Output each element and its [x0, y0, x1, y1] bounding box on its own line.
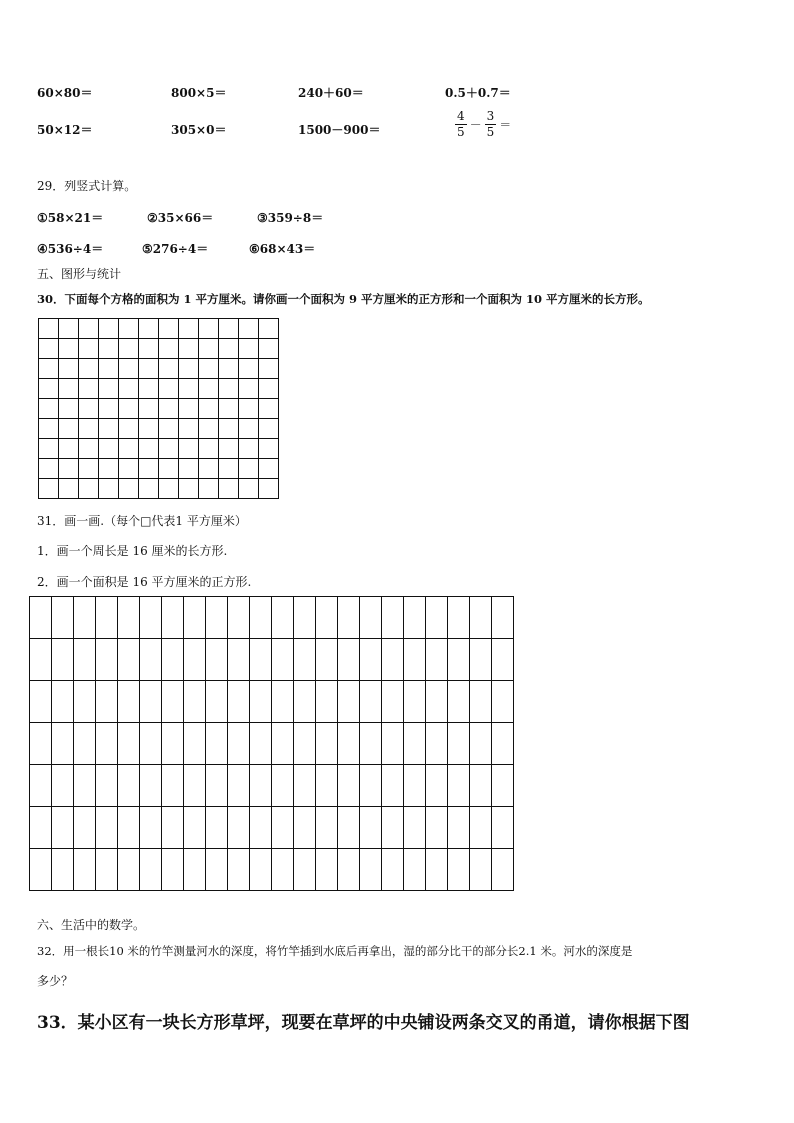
grid-q30-cell — [78, 338, 98, 358]
grid-q30-cell — [118, 418, 138, 438]
grid-q31-cell — [425, 722, 447, 764]
grid-q31-cell — [271, 848, 293, 890]
grid-q31-cell — [139, 764, 161, 806]
grid-q31-cell — [249, 806, 271, 848]
grid-q31-cell — [447, 806, 469, 848]
grid-q30-cell — [58, 438, 78, 458]
grid-q30-cell — [158, 458, 178, 478]
grid-q31-cell — [491, 722, 513, 764]
grid-q31-cell — [359, 806, 381, 848]
grid-q30-cell — [58, 418, 78, 438]
grid-q30-cell — [138, 318, 158, 338]
grid-q31-cell — [249, 596, 271, 638]
grid-q31-cell — [337, 596, 359, 638]
fraction-b — [485, 109, 497, 140]
grid-q31-cell — [205, 596, 227, 638]
grid-q30-cell — [118, 438, 138, 458]
grid-q30-cell — [138, 438, 158, 458]
grid-q31-cell — [293, 596, 315, 638]
grid-q31-cell — [183, 722, 205, 764]
grid-q31-cell — [359, 764, 381, 806]
grid-q30-cell — [98, 378, 118, 398]
q32-line1: 32．用一根长10 米的竹竿测量河水的深度，将竹竿插到水底后再拿出，湿的部分比干的部分长2.1 米。河水的深度是 — [37, 944, 633, 958]
grid-q30-cell — [158, 418, 178, 438]
grid-q30-cell — [78, 458, 98, 478]
grid-q31-cell — [227, 848, 249, 890]
grid-q31-cell — [183, 680, 205, 722]
grid-q31-cell — [161, 848, 183, 890]
grid-q31-cell — [447, 722, 469, 764]
grid-q30-cell — [258, 358, 278, 378]
grid-q31-cell — [491, 638, 513, 680]
grid-q31-cell — [117, 638, 139, 680]
grid-q31-cell — [425, 806, 447, 848]
grid-q30-cell — [238, 418, 258, 438]
oral-calc-7: 1500－900＝ — [298, 123, 381, 137]
grid-q31-cell — [205, 764, 227, 806]
grid-q30-cell — [98, 358, 118, 378]
grid-q30-cell — [158, 478, 178, 498]
grid-q30-cell — [58, 478, 78, 498]
grid-q31-cell — [337, 848, 359, 890]
grid-q31-cell — [337, 764, 359, 806]
fraction-a-denominator: 5 — [457, 125, 465, 139]
grid-q31-cell — [249, 848, 271, 890]
grid-q31-cell — [161, 596, 183, 638]
grid-q31-cell — [205, 848, 227, 890]
grid-q30-cell — [98, 478, 118, 498]
grid-q31-cell — [205, 638, 227, 680]
oral-calc-5: 50×12＝ — [37, 123, 93, 137]
grid-q31-cell — [381, 764, 403, 806]
q29-item-1: ①58×21＝ — [37, 211, 104, 225]
grid-q30-cell — [78, 358, 98, 378]
grid-q31-cell — [117, 806, 139, 848]
grid-q31-cell — [315, 764, 337, 806]
grid-q31-cell — [337, 722, 359, 764]
grid-q31-cell — [381, 680, 403, 722]
grid-q30-cell — [158, 338, 178, 358]
grid-q30-cell — [258, 458, 278, 478]
grid-q31 — [29, 596, 514, 891]
grid-q30-cell — [218, 318, 238, 338]
q31-item-1: 1．画一个周长是 16 厘米的长方形. — [37, 544, 228, 558]
grid-q30-cell — [118, 378, 138, 398]
grid-q30-cell — [138, 378, 158, 398]
grid-q31-cell — [227, 596, 249, 638]
grid-q30-cell — [198, 418, 218, 438]
grid-q31-cell — [73, 638, 95, 680]
grid-q30-cell — [198, 318, 218, 338]
grid-q30-cell — [178, 318, 198, 338]
grid-q31-cell — [249, 722, 271, 764]
grid-q31-cell — [139, 596, 161, 638]
grid-q31-cell — [161, 806, 183, 848]
grid-q30-cell — [218, 478, 238, 498]
q32-line2: 多少？ — [37, 974, 74, 988]
grid-q31-cell — [271, 638, 293, 680]
grid-q31-cell — [359, 638, 381, 680]
grid-q31-cell — [227, 764, 249, 806]
grid-q31-cell — [381, 596, 403, 638]
grid-q30-cell — [238, 378, 258, 398]
grid-q31-cell — [139, 806, 161, 848]
fraction-b-numerator: 3 — [486, 109, 495, 123]
grid-q31-cell — [73, 680, 95, 722]
grid-q30-cell — [118, 458, 138, 478]
grid-q31-cell — [51, 596, 73, 638]
q29-item-4: ④536÷4＝ — [37, 242, 104, 256]
grid-q30-cell — [198, 378, 218, 398]
grid-q31-cell — [359, 680, 381, 722]
grid-q31-cell — [469, 680, 491, 722]
grid-q30-cell — [178, 458, 198, 478]
grid-q30-cell — [138, 398, 158, 418]
q33-text: 33．某小区有一块长方形草坪，现要在草坪的中央铺设两条交叉的甬道，请你根据下图 — [37, 1013, 690, 1033]
grid-q30-cell — [58, 318, 78, 338]
grid-q30-cell — [218, 358, 238, 378]
grid-q31-cell — [73, 764, 95, 806]
grid-q31-cell — [73, 848, 95, 890]
grid-q31-cell — [447, 848, 469, 890]
grid-q30-cell — [58, 458, 78, 478]
oral-calc-1: 60×80＝ — [37, 86, 93, 100]
grid-q30-cell — [258, 418, 278, 438]
grid-q30-cell — [78, 378, 98, 398]
q29-item-2: ②35×66＝ — [147, 211, 214, 225]
grid-q30-cell — [58, 378, 78, 398]
q29-item-5: ⑤276÷4＝ — [142, 242, 209, 256]
grid-q31-cell — [293, 638, 315, 680]
grid-q30-cell — [178, 338, 198, 358]
grid-q30-cell — [258, 338, 278, 358]
grid-q31-cell — [227, 680, 249, 722]
grid-q31-cell — [425, 848, 447, 890]
grid-q31-cell — [29, 806, 51, 848]
oral-calc-3: 240＋60＝ — [298, 86, 364, 100]
grid-q31-cell — [425, 764, 447, 806]
grid-q30-cell — [218, 378, 238, 398]
grid-q31-cell — [29, 848, 51, 890]
grid-q30-cell — [178, 478, 198, 498]
grid-q30-cell — [38, 378, 58, 398]
grid-q31-cell — [469, 722, 491, 764]
grid-q31-cell — [337, 806, 359, 848]
grid-q31-cell — [51, 722, 73, 764]
grid-q31-cell — [95, 848, 117, 890]
grid-q31-cell — [381, 848, 403, 890]
grid-q30-cell — [258, 318, 278, 338]
oral-calc-2: 800×5＝ — [171, 86, 227, 100]
grid-q30-cell — [118, 398, 138, 418]
grid-q31-cell — [51, 638, 73, 680]
grid-q30-cell — [58, 358, 78, 378]
grid-q30-cell — [38, 338, 58, 358]
grid-q31-cell — [227, 722, 249, 764]
grid-q30-cell — [218, 398, 238, 418]
grid-q30-cell — [198, 338, 218, 358]
grid-q31-cell — [95, 680, 117, 722]
grid-q31-cell — [491, 848, 513, 890]
grid-q30-cell — [238, 398, 258, 418]
grid-q31-cell — [337, 680, 359, 722]
grid-q31-cell — [315, 680, 337, 722]
grid-q31-cell — [139, 722, 161, 764]
grid-q30-cell — [178, 418, 198, 438]
fraction-equals: ＝ — [499, 118, 512, 132]
section6-title: 六、生活中的数学。 — [37, 918, 146, 932]
grid-q30-cell — [138, 478, 158, 498]
oral-calc-4: 0.5＋0.7＝ — [445, 86, 511, 100]
grid-q31-cell — [403, 764, 425, 806]
grid-q31-cell — [403, 848, 425, 890]
grid-q30-cell — [178, 398, 198, 418]
grid-q31-cell — [271, 680, 293, 722]
grid-q31-cell — [469, 806, 491, 848]
grid-q31-cell — [117, 722, 139, 764]
grid-q31-cell — [73, 722, 95, 764]
grid-q31-cell — [315, 722, 337, 764]
grid-q31-cell — [315, 806, 337, 848]
grid-q30-cell — [258, 378, 278, 398]
grid-q31-cell — [381, 722, 403, 764]
grid-q31-cell — [205, 806, 227, 848]
grid-q31-cell — [293, 806, 315, 848]
grid-q31-cell — [249, 680, 271, 722]
grid-q30-cell — [198, 478, 218, 498]
section5-title: 五、图形与统计 — [37, 267, 122, 281]
grid-q31-cell — [95, 596, 117, 638]
grid-q30-cell — [238, 338, 258, 358]
grid-q30-cell — [98, 418, 118, 438]
grid-q31-cell — [29, 722, 51, 764]
grid-q31-cell — [315, 596, 337, 638]
grid-q31-cell — [117, 764, 139, 806]
grid-q30-cell — [118, 358, 138, 378]
grid-q30-cell — [158, 358, 178, 378]
grid-q31-cell — [227, 806, 249, 848]
grid-q31-cell — [381, 806, 403, 848]
grid-q30-cell — [138, 418, 158, 438]
q31-item-2: 2．画一个面积是 16 平方厘米的正方形. — [37, 575, 252, 589]
grid-q31-cell — [271, 764, 293, 806]
grid-q30-cell — [118, 338, 138, 358]
grid-q30-cell — [78, 318, 98, 338]
grid-q31-cell — [425, 638, 447, 680]
grid-q30-cell — [138, 358, 158, 378]
grid-q30-cell — [118, 478, 138, 498]
grid-q30-cell — [158, 318, 178, 338]
grid-q30-cell — [258, 398, 278, 418]
grid-q30-cell — [38, 398, 58, 418]
grid-q31-cell — [425, 680, 447, 722]
grid-q30-cell — [98, 398, 118, 418]
grid-q31-cell — [359, 596, 381, 638]
grid-q31-cell — [491, 680, 513, 722]
grid-q30-cell — [78, 418, 98, 438]
grid-q31-cell — [469, 638, 491, 680]
grid-q31-cell — [117, 596, 139, 638]
grid-q30-cell — [238, 438, 258, 458]
grid-q30-cell — [158, 398, 178, 418]
grid-q31-cell — [271, 806, 293, 848]
grid-q30-cell — [38, 458, 58, 478]
grid-q31-cell — [117, 848, 139, 890]
grid-q31-cell — [29, 638, 51, 680]
grid-q31-cell — [293, 848, 315, 890]
grid-q31-cell — [139, 680, 161, 722]
grid-q30-cell — [258, 478, 278, 498]
grid-q31-cell — [293, 764, 315, 806]
grid-q31-cell — [139, 848, 161, 890]
grid-q31-cell — [249, 638, 271, 680]
grid-q30-cell — [198, 438, 218, 458]
grid-q31-cell — [161, 638, 183, 680]
grid-q30-cell — [38, 358, 58, 378]
grid-q31-cell — [491, 596, 513, 638]
grid-q30-cell — [38, 438, 58, 458]
grid-q30-cell — [178, 438, 198, 458]
oral-calc-6: 305×0＝ — [171, 123, 227, 137]
grid-q30-cell — [218, 438, 238, 458]
grid-q30-cell — [38, 418, 58, 438]
grid-q30-cell — [238, 318, 258, 338]
grid-q31-cell — [29, 596, 51, 638]
grid-q30-cell — [178, 378, 198, 398]
grid-q31-cell — [183, 638, 205, 680]
grid-q30-cell — [158, 438, 178, 458]
fraction-a-numerator: 4 — [457, 109, 465, 123]
fraction-a — [455, 109, 467, 140]
grid-q31-cell — [469, 764, 491, 806]
grid-q31-cell — [139, 638, 161, 680]
grid-q30-cell — [218, 338, 238, 358]
grid-q31-cell — [359, 848, 381, 890]
grid-q30-cell — [238, 358, 258, 378]
grid-q30-cell — [38, 478, 58, 498]
grid-q31-cell — [469, 596, 491, 638]
grid-q31-cell — [293, 680, 315, 722]
grid-q30-cell — [98, 318, 118, 338]
grid-q31-cell — [447, 638, 469, 680]
grid-q31-cell — [491, 806, 513, 848]
grid-q31-cell — [73, 596, 95, 638]
fraction-b-denominator: 5 — [486, 125, 495, 139]
grid-q31-cell — [469, 848, 491, 890]
grid-q31-cell — [183, 848, 205, 890]
grid-q30-cell — [138, 458, 158, 478]
grid-q30-cell — [38, 318, 58, 338]
grid-q31-cell — [183, 806, 205, 848]
grid-q30-cell — [218, 418, 238, 438]
grid-q30-cell — [78, 438, 98, 458]
q30-text: 30．下面每个方格的面积为 1 平方厘米。请你画一个面积为 9 平方厘米的正方形和一个面积为 10 平方厘米的长方形。 — [37, 292, 650, 306]
grid-q31-cell — [161, 722, 183, 764]
grid-q31-cell — [447, 596, 469, 638]
grid-q30-cell — [198, 358, 218, 378]
grid-q30-cell — [258, 438, 278, 458]
grid-q30-cell — [98, 338, 118, 358]
grid-q31-cell — [205, 680, 227, 722]
grid-q31-cell — [403, 680, 425, 722]
grid-q30-cell — [138, 338, 158, 358]
q29-title: 29．列竖式计算。 — [37, 179, 137, 193]
grid-q30-cell — [98, 438, 118, 458]
grid-q30-cell — [238, 478, 258, 498]
grid-q31-cell — [271, 722, 293, 764]
grid-q31-cell — [293, 722, 315, 764]
grid-q31-cell — [51, 806, 73, 848]
grid-q31-cell — [337, 638, 359, 680]
grid-q31-cell — [205, 722, 227, 764]
grid-q31-cell — [95, 722, 117, 764]
grid-q31-cell — [403, 638, 425, 680]
grid-q30-cell — [58, 338, 78, 358]
grid-q31-cell — [161, 680, 183, 722]
grid-q31-cell — [183, 596, 205, 638]
grid-q31-cell — [161, 764, 183, 806]
grid-q31-cell — [403, 722, 425, 764]
grid-q30-cell — [178, 358, 198, 378]
grid-q30-cell — [58, 398, 78, 418]
grid-q30-cell — [98, 458, 118, 478]
grid-q30-cell — [78, 398, 98, 418]
grid-q31-cell — [447, 764, 469, 806]
grid-q30-cell — [78, 478, 98, 498]
grid-q30-cell — [118, 318, 138, 338]
grid-q31-cell — [315, 848, 337, 890]
q29-item-3: ③359÷8＝ — [257, 211, 324, 225]
grid-q31-cell — [183, 764, 205, 806]
grid-q31-cell — [95, 638, 117, 680]
grid-q31-cell — [51, 680, 73, 722]
grid-q31-cell — [51, 764, 73, 806]
grid-q30-cell — [198, 458, 218, 478]
grid-q31-cell — [403, 596, 425, 638]
grid-q31-cell — [381, 638, 403, 680]
grid-q31-cell — [447, 680, 469, 722]
grid-q31-cell — [117, 680, 139, 722]
grid-q31-cell — [249, 764, 271, 806]
grid-q31-cell — [51, 848, 73, 890]
grid-q30-cell — [218, 458, 238, 478]
grid-q31-cell — [95, 764, 117, 806]
grid-q31-cell — [315, 638, 337, 680]
q29-item-6: ⑥68×43＝ — [249, 242, 316, 256]
grid-q30-cell — [198, 398, 218, 418]
grid-q31-cell — [403, 806, 425, 848]
grid-q31-cell — [425, 596, 447, 638]
grid-q31-cell — [227, 638, 249, 680]
grid-q31-cell — [29, 680, 51, 722]
grid-q31-cell — [271, 596, 293, 638]
grid-q30 — [38, 318, 279, 499]
grid-q31-cell — [73, 806, 95, 848]
fraction-expression — [455, 109, 514, 140]
fraction-operator: － — [469, 118, 482, 132]
grid-q30-cell — [238, 458, 258, 478]
grid-q31-cell — [359, 722, 381, 764]
grid-q31-cell — [95, 806, 117, 848]
grid-q30-cell — [158, 378, 178, 398]
q31-title: 31．画一画.（每个□代表1 平方厘米） — [37, 514, 247, 528]
grid-q31-cell — [29, 764, 51, 806]
grid-q31-cell — [491, 764, 513, 806]
